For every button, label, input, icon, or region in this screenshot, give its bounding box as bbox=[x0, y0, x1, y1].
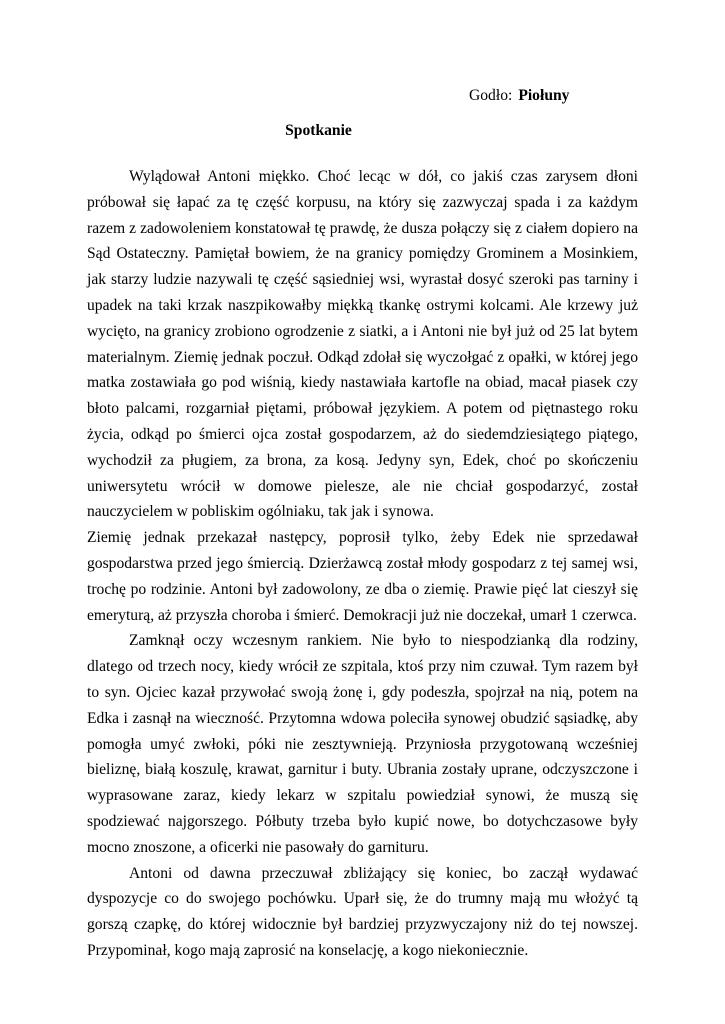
story-body bbox=[87, 164, 638, 964]
paragraph: Antoni od dawna przeczuwał zbliżający się koniec, bo zaczął wydawać dyspozycje co do swojego pochówku. Uparł się, że do trumny mają mu włożyć tą gorszą czapkę, do której widocznie był bardziej przyzwyczajony niż do tej nowszej. Przypominał, kogo mają zaprosić na konselację, a kogo niekoniecznie. bbox=[87, 864, 638, 959]
motto-value: Piołuny bbox=[518, 87, 570, 104]
motto-label: Godło: bbox=[469, 87, 513, 104]
motto-line bbox=[469, 86, 569, 106]
paragraph: Ziemię jednak przekazał następcy, poprosił tylko, żeby Edek nie sprzedawał gospodarstwa przed jego śmiercią. Dzierżawcą został młody gospodarz z tej samej wsi, trochę po rodzinie. Antoni był zadowolony, ze dba o ziemię. Prawie pięć lat cieszył się emeryturą, aż przyszła choroba i śmierć. Demokracji już nie doczekał, umarł 1 czerwca. bbox=[87, 529, 638, 624]
page-title: Spotkanie bbox=[285, 122, 352, 139]
paragraph: Wylądował Antoni miękko. Choć lecąc w dół, co jakiś czas zarysem dłoni próbował się łapać za tę część korpusu, na który się zazwyczaj spada i za każdym razem z zadowoleniem konstatował tę prawdę, że dusza połączy się z ciałem dopiero na Sąd Ostateczny. Pamiętał bowiem, że na granicy pomiędzy Grominem a Mosinkiem, jak starzy ludzie nazywali tę część sąsiedniej wsi, wyrastał dosyć szeroki pas tarniny i upadek na taki krzak naszpikowałby miękką tkankę ostrymi kolcami. Ale krzewy już wycięto, na granicy zrobiono ogrodzenie z siatki, a i Antoni nie był już od 25 lat bytem materialnym. Ziemię jednak poczuł. Odkąd zdołał się wyczołgać z opałki, w której jego matka zostawiała go pod wiśnią, kiedy nastawiała kartofle na obiad, macał piasek czy błoto palcami, rozgarniał piętami, próbował językiem. A potem od piętnastego roku życia, odkąd po śmierci ojca został gospodarzem, aż do siedemdziesiątego piątego, wychodził za pługiem, za brona, za kosą. Jedyny syn, Edek, choć po skończeniu uniwersytetu wrócił w domowe pielesze, ale nie chciał gospodarzyć, został nauczycielem w pobliskim ogólniaku, tak jak i synowa. bbox=[87, 168, 638, 521]
paragraph: Zamknął oczy wczesnym rankiem. Nie było to niespodzianką dla rodziny, dlatego od trzech nocy, kiedy wrócił ze szpitala, ktoś przy nim czuwał. Tym razem był to syn. Ojciec kazał przywołać swoją żonę i, gdy podeszła, spojrzał na nią, potem na Edka i zasnął na wieczność. Przytomna wdowa poleciła synowej obudzić sąsiadkę, aby pomogła umyć zwłoki, póki nie zesztywnieją. Przyniosła przygotowaną wcześniej bieliznę, białą koszulę, krawat, garnitur i buty. Ubrania zostały uprane, odczyszczone i wyprasowane zaraz, kiedy lekarz w szpitalu powiedział synowi, że muszą się spodziewać najgorszego. Półbuty trzeba było kupić nowe, bo dotychczasowe były mocno znoszone, a oficerki nie pasowały do garnituru. bbox=[87, 632, 638, 856]
